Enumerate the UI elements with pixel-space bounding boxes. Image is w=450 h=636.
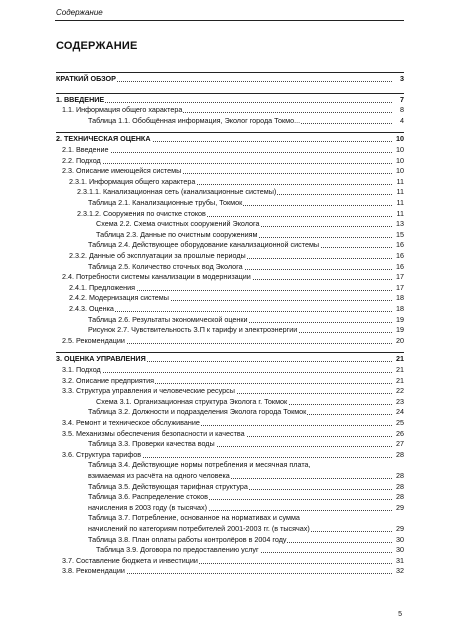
toc-page-number: 21 [396,375,404,385]
toc-entry[interactable] [62,376,404,385]
toc-entry[interactable] [62,336,404,345]
toc-page-number: 21 [396,365,404,374]
toc-entry-text: 2.3.1.2. Сооружения по очистке стоков [77,208,206,218]
toc-entry-text: Таблица 3.5. Действующая тарифная структура [88,481,248,491]
toc-section-entry[interactable] [56,354,404,363]
toc-entry-text: КРАТКИЙ ОБЗОР [56,74,116,83]
toc-entry-text: 2.5. Рекомендации [62,335,125,345]
toc-entry[interactable] [88,535,404,544]
toc-entry[interactable] [88,439,404,448]
toc-entry-text: 2.1. Введение [62,145,109,154]
toc-page-number: 24 [396,407,404,417]
toc-entry-text: 3.4. Ремонт и техническое обслуживание [62,418,200,427]
toc-entry[interactable] [96,230,404,239]
toc-page-number: 11 [396,198,404,207]
toc-entry[interactable] [96,397,404,406]
toc-entry-text: 3.3. Структура управления и человеческие ресурсы [62,386,235,396]
toc-entry[interactable] [88,262,404,271]
toc-entry-text: 3.2. Описание предприятия [62,375,154,385]
toc-page-number: 31 [396,555,404,565]
section-rule [56,132,404,133]
toc-entry[interactable] [96,219,404,228]
toc-page-number: 23 [396,396,404,406]
toc-page-number: 28 [396,471,404,480]
toc-page-number: 10 [396,155,404,165]
toc-page-number: 3 [400,74,404,83]
toc-entry[interactable] [88,471,404,480]
toc-entry-text: Таблица 2.6. Результаты экономической оценки [88,314,248,324]
toc-page-number: 22 [396,386,404,396]
toc-entry-text: 2.2. Подход [62,155,101,165]
toc-entry[interactable] [62,556,404,565]
toc-entry-text: 3.5. Механизмы обеспечения безопасности и качества [62,428,245,438]
toc-entry[interactable] [88,116,404,125]
toc-entry[interactable] [62,105,404,114]
toc-entry[interactable] [62,145,404,154]
toc-entry-text: 1.1. Информация общего характера [62,105,183,115]
toc-entry[interactable] [62,272,404,281]
toc-section-entry[interactable] [56,74,404,83]
running-header: Содержание [56,8,103,17]
toc-page-number: 29 [396,524,404,533]
toc-entry[interactable] [77,187,404,196]
toc-entry[interactable] [62,429,404,438]
toc-page-number: 27 [396,439,404,449]
toc-entry[interactable] [88,513,404,522]
toc-entry-text: Схема 2.2. Схема очистных сооружений Эколога [96,219,260,229]
toc-entry[interactable] [77,209,404,218]
toc-entry-text: Схема 3.1. Организационная структура Эколога г. Токмок [96,396,288,406]
toc-entry[interactable] [88,407,404,416]
toc-entry[interactable] [62,418,404,427]
toc-page-number: 10 [396,145,404,154]
toc-page-number: 10 [396,166,404,176]
toc-page-number: 11 [396,176,404,186]
toc-entry-text: начисления в 2003 году (в тысячах) [88,502,207,512]
toc-entry-text: Рисунок 2.7. Чувствительность З.П к тарифу и электроэнергии [88,325,298,335]
toc-entry-text: 3. ОЦЕНКА УПРАВЛЕНИЯ [56,354,146,364]
toc-entry[interactable] [62,566,404,575]
toc-entry[interactable] [62,365,404,374]
toc-entry[interactable] [88,482,404,491]
leader-dots [56,102,392,103]
toc-entry-text: Таблица 3.8. План оплаты работы контролёров в 2004 году [88,534,287,544]
toc-entry[interactable] [88,460,404,469]
toc-entry-text: 3.1. Подход [62,365,101,374]
toc-page-number: 11 [396,208,404,218]
toc-page-number: 13 [396,219,404,229]
toc-page-number: 18 [396,304,404,313]
toc-entry-text: Таблица 2.4. Действующее оборудование канализационной системы [88,240,320,250]
toc-section-entry[interactable] [56,95,404,104]
leader-dots [62,163,392,164]
toc-page-number: 16 [396,251,404,260]
leader-dots [62,152,392,153]
toc-entry-text: Таблица 2.5. Количество сточных вод Эколога [88,261,243,271]
toc-entry-text: Таблица 1.1. Обобщённая информация, Эколог города Токмо... [88,115,301,125]
toc-entry-text: 2.4.3. Оценка [69,304,114,313]
toc-page-number: 29 [396,502,404,512]
toc-entry[interactable] [69,293,404,302]
toc-entry[interactable] [88,240,404,249]
section-rule [56,72,404,73]
toc-entry[interactable] [88,325,404,334]
page-title: СОДЕРЖАНИЕ [56,40,138,52]
toc-entry[interactable] [69,177,404,186]
leader-dots [62,372,392,373]
toc-entry-text: Таблица 2.1. Канализационные трубы, Токмок [88,198,243,207]
toc-entry[interactable] [69,251,404,260]
toc-page-number: 32 [396,566,404,576]
toc-entry[interactable] [69,304,404,313]
toc-page-number: 8 [400,105,404,115]
toc-page-number: 7 [400,94,404,104]
toc-entry-text: Таблица 3.3. Проверки качества воды [88,439,215,449]
toc-page-number: 4 [400,115,404,125]
toc-entry-text: 3.6. Структура тарифов [62,449,142,459]
toc-entry-text: Таблица 3.7. Потребление, основанное на нормативах и сумма [88,513,300,523]
toc-entry[interactable] [62,156,404,165]
toc-entry-text: Таблица 2.3. Данные по очистным сооружениям [96,229,258,239]
toc-page-number: 28 [396,449,404,459]
toc-entry[interactable] [88,198,404,207]
toc-page-number: 28 [396,481,404,491]
toc-entry-text: взимаемая из расчёта на одного человека [88,471,230,480]
toc-entry-text: 2.4.1. Предложения [69,282,136,292]
toc-entry-text: 2.3.2. Данные об эксплуатации за прошлые периоды [69,251,246,260]
toc-page-number: 19 [396,325,404,335]
toc-page-number: 19 [396,314,404,324]
toc-page-number: 15 [396,229,404,239]
toc-page-number: 28 [396,492,404,502]
toc-entry-text: 3.8. Рекомендации [62,566,125,576]
toc-page-number: 20 [396,335,404,345]
toc-entry[interactable] [88,524,404,533]
toc-entry-text: Таблица 3.4. Действующие нормы потребления и месячная плата, [88,460,311,470]
toc-page-number: 25 [396,418,404,427]
toc-entry[interactable] [69,283,404,292]
toc-page-number: 21 [396,354,404,364]
toc-entry[interactable] [88,315,404,324]
header-rule [55,20,404,21]
toc-entry[interactable] [62,386,404,395]
page-number: 5 [398,611,402,618]
toc-entry[interactable] [88,492,404,501]
toc-page-number: 16 [396,261,404,271]
toc-entry[interactable] [96,545,404,554]
toc-page-number: 17 [396,272,404,282]
section-rule [56,93,404,94]
toc-entry-text: 2. ТЕХНИЧЕСКАЯ ОЦЕНКА [56,134,151,144]
toc-page-number: 10 [396,134,404,144]
toc-entry-text: 2.3.1.1. Канализационная сеть (канализационные системы) [77,187,277,197]
section-rule [56,352,404,353]
toc-entry-text: Таблица 3.2. Должности и подразделения Эколога города Токмок [88,407,307,417]
toc-entry-text: начислений по категориям потребителей 2001-2003 гг. (в тысячах) [88,524,310,533]
toc-entry-text: 1. ВВЕДЕНИЕ [56,94,105,104]
toc-entry-text: 3.7. Составление бюджета и инвестиции [62,555,198,565]
leader-dots [69,311,392,312]
toc-page-number: 16 [396,240,404,250]
toc-entry-text: Таблица 3.9. Договора по предоставлению услуг [96,545,259,555]
toc-entry-text: 2.3. Описание имеющейся системы [62,166,182,176]
toc-entry[interactable] [88,503,404,512]
toc-entry-text: 2.4. Потребности системы канализации в модернизации [62,272,251,282]
toc-entry-text: 2.4.2. Модернизация системы [69,293,169,303]
toc-page-number: 30 [396,534,404,544]
toc-entry[interactable] [62,450,404,459]
toc-page-number: 11 [396,187,404,197]
toc-page-number: 18 [396,293,404,303]
toc-page-number: 30 [396,545,404,555]
toc-section-entry[interactable] [56,134,404,143]
toc-entry-text: Таблица 3.6. Распределение стоков [88,492,209,502]
toc-entry-text: 2.3.1. Информация общего характера [69,176,196,186]
toc-page-number: 17 [396,282,404,292]
toc-entry[interactable] [62,166,404,175]
toc-page-number: 26 [396,428,404,438]
